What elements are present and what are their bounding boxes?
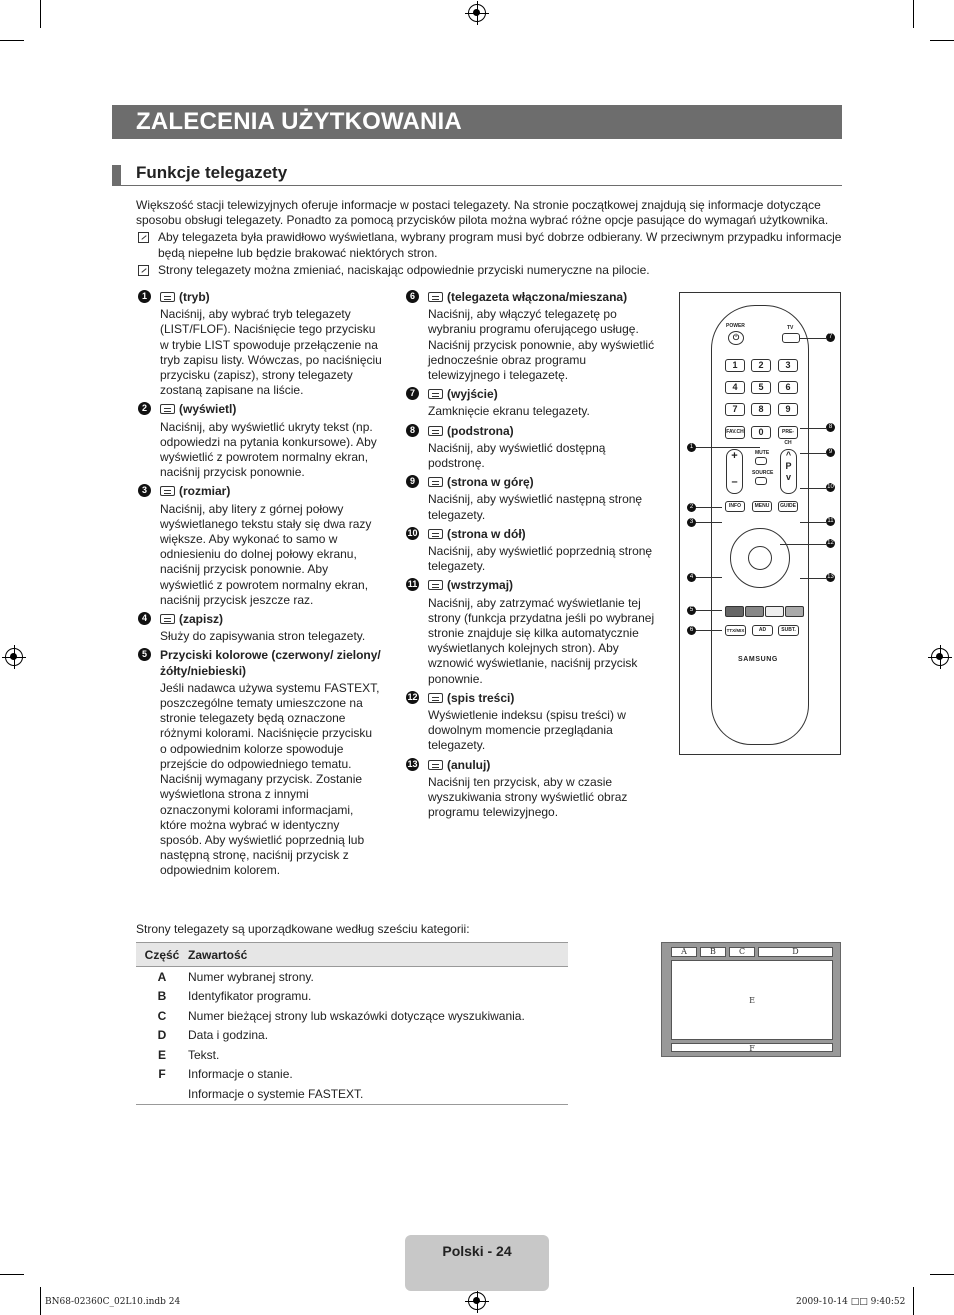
callout-line bbox=[694, 610, 722, 611]
callout-line bbox=[780, 544, 826, 545]
teletext-store-icon bbox=[160, 614, 175, 624]
registration-mark-icon bbox=[5, 648, 23, 666]
callout-line bbox=[800, 488, 826, 489]
note-text: Strony telegazety można zmieniać, naciskając odpowiednie przyciski numeryczne na pilocie. bbox=[158, 262, 650, 277]
teletext-hold-icon bbox=[428, 580, 443, 590]
item-title: (strona w górę) bbox=[447, 475, 534, 490]
teletext-reveal-icon bbox=[160, 404, 175, 414]
item-number: 1 bbox=[138, 290, 151, 303]
item-title: (wyjście) bbox=[447, 387, 498, 402]
item-number: 4 bbox=[138, 612, 151, 625]
key-6: 6 bbox=[778, 381, 798, 394]
item-number: 5 bbox=[138, 648, 151, 661]
mute-label: MUTE bbox=[755, 450, 770, 456]
crop-mark bbox=[930, 40, 954, 41]
callout-marker: 13 bbox=[827, 574, 834, 580]
menu-button: MENU bbox=[752, 501, 772, 512]
table-cell-key: B bbox=[157, 989, 167, 1004]
callout-marker: 8 bbox=[826, 423, 835, 432]
teletext-page-down-icon bbox=[428, 529, 443, 539]
callout-line bbox=[694, 522, 722, 523]
registration-mark-icon bbox=[468, 1292, 486, 1310]
crop-mark bbox=[0, 1274, 24, 1275]
info-button: INFO bbox=[725, 501, 745, 512]
table-header-row bbox=[136, 943, 568, 967]
table-row bbox=[136, 1045, 568, 1065]
list-item bbox=[409, 387, 660, 419]
teletext-on-mix-icon bbox=[428, 292, 443, 302]
mute-button bbox=[755, 457, 767, 465]
intro-block bbox=[136, 198, 846, 278]
list-item bbox=[407, 578, 660, 686]
table-cell-value: Informacje o systemie FASTEXT. bbox=[188, 1084, 568, 1104]
key-1: 1 bbox=[725, 359, 745, 372]
callout-marker: 11 bbox=[827, 518, 834, 524]
key-3: 3 bbox=[778, 359, 798, 372]
callout-line bbox=[800, 578, 826, 579]
item-body: Naciśnij, aby litery z górnej połowy wyświetlanego tekstu stały się dwa razy większe. Aby wykonać to samo w odniesieniu do dolnej połowy ekranu, naciśnij przycisk ponownie. Aby wyświetlić z powrotem normalny ekran, naciśnij przycisk jeszcze raz. bbox=[160, 501, 372, 607]
teletext-exit-icon bbox=[428, 389, 443, 399]
callout-marker: 2 bbox=[687, 503, 696, 512]
key-8: 8 bbox=[751, 403, 771, 416]
list-item bbox=[409, 423, 660, 472]
item-title: (wyświetl) bbox=[179, 402, 237, 417]
page-number: Polski - 24 bbox=[442, 1243, 512, 1259]
table-cell-value: Identyfikator programu. bbox=[188, 989, 312, 1004]
item-body: Służy do zapisywania stron telegazety. bbox=[160, 629, 366, 644]
item-title: (telegazeta włączona/mieszana) bbox=[447, 290, 628, 304]
subt-button: SUBT. bbox=[778, 625, 799, 636]
registration-mark-icon bbox=[931, 648, 949, 666]
table-row bbox=[136, 1084, 568, 1104]
item-number: 12 bbox=[407, 691, 418, 702]
item-number: 6 bbox=[406, 290, 419, 303]
item-body: Naciśnij, aby zatrzymać wyświetlanie tej strony (funkcja przydatna jeśli po wybranej stronie znajduje się kilka automatycznie wyświetlanych kolejnych stron). Aby wznowić wyświetlanie, naciśnij przycisk ponownie. bbox=[428, 595, 655, 686]
item-title: (spis treści) bbox=[447, 690, 515, 705]
guide-button: GUIDE bbox=[778, 501, 798, 512]
fav-ch-button: FAV.CH bbox=[725, 426, 745, 439]
teletext-cancel-icon bbox=[428, 760, 443, 770]
item-body: Jeśli nadawca używa systemu FASTEXT, poszczególne tematy umieszczone na stronie telegazety będą oznaczone różnymi kolorami. Naciśnięcie przycisku o odpowiednim kolorze spowoduje przejście do odpowiedniego tematu. Naciśnij wymagany przycisk. Zostanie wyświetlona strona z innymi oznaczonymi kolorami informacjami, które można wybrać w identyczny sposób. Aby wyświetlić poprzednią lub następną stronę, naciśnij przycisk z odpowiednim kolorem. bbox=[160, 680, 380, 878]
diagram-cell-b: B bbox=[700, 947, 726, 957]
list-item bbox=[141, 402, 382, 480]
volume-rocker-icon: + – bbox=[726, 449, 743, 494]
categories-table bbox=[136, 942, 568, 1105]
list-item bbox=[407, 757, 660, 821]
page-footer bbox=[405, 1235, 549, 1291]
table-cell-key: E bbox=[157, 1047, 166, 1062]
channel-rocker-icon: ^ P v bbox=[780, 449, 797, 494]
table-row bbox=[136, 1006, 568, 1026]
crop-mark bbox=[0, 40, 24, 41]
print-info-right: 2009-10-14 □□ 9:40:52 bbox=[796, 1297, 906, 1307]
item-body: Naciśnij, aby wyświetlić następną stronę telegazety. bbox=[428, 492, 643, 522]
blue-color-button bbox=[785, 606, 804, 617]
item-body: Naciśnij, aby włączyć telegazetę po wybraniu programu oferującego usługę. Naciśnij przycisk ponownie, aby wyświetlić jednocześnie obraz programu telewizyjnego i telegazetę. bbox=[428, 307, 655, 383]
list-item bbox=[409, 290, 660, 383]
table-row bbox=[136, 987, 568, 1007]
item-body: Wyświetlenie indeksu (spisu treści) w dowolnym momencie przeglądania telegazety. bbox=[428, 708, 626, 753]
callout-marker: 3 bbox=[687, 518, 696, 527]
intro-text: Większość stacji telewizyjnych oferuje informacje w postaci telegazety. Na stronie początkowej znajdują się informacje dotyczące sposobu obsługi telegazety. Ponadto za pomocą przycisków pilota można wybrać różne opcje pasujące do wymagań użytkownika. bbox=[136, 198, 829, 228]
callout-marker: 12 bbox=[827, 540, 834, 546]
item-title: (anuluj) bbox=[447, 757, 491, 772]
page-title: ZALECENIA UŻYTKOWANIA bbox=[136, 108, 462, 135]
teletext-subpage-icon bbox=[428, 426, 443, 436]
note-icon bbox=[138, 232, 149, 243]
table-cell-key: F bbox=[158, 1067, 166, 1082]
item-title: (strona w dół) bbox=[447, 526, 526, 541]
teletext-index-icon bbox=[428, 693, 443, 703]
item-title: (zapisz) bbox=[179, 612, 224, 627]
note-icon bbox=[138, 265, 149, 276]
callout-marker: 4 bbox=[687, 573, 696, 582]
callout-line bbox=[694, 447, 760, 448]
table-header: Część bbox=[136, 943, 188, 967]
table-cell-value: Data i godzina. bbox=[188, 1028, 269, 1043]
red-color-button bbox=[725, 606, 744, 617]
item-number: 11 bbox=[407, 579, 418, 590]
power-icon: ⏻ bbox=[728, 331, 744, 345]
crop-mark bbox=[913, 1287, 914, 1315]
item-title: (rozmiar) bbox=[179, 484, 231, 499]
callout-marker: 9 bbox=[826, 448, 835, 457]
callout-marker: 5 bbox=[687, 606, 696, 615]
enter-icon bbox=[748, 546, 772, 570]
teletext-mode-icon bbox=[160, 292, 175, 302]
green-color-button bbox=[745, 606, 764, 617]
crop-mark bbox=[40, 0, 41, 28]
list-item bbox=[141, 648, 382, 878]
callout-line bbox=[694, 577, 722, 578]
callout-marker: 6 bbox=[687, 626, 696, 635]
table-cell-key: C bbox=[157, 1008, 167, 1023]
key-0: 0 bbox=[751, 426, 771, 439]
diagram-cell-d: D bbox=[758, 947, 833, 957]
table-cell-value: Numer wybranej strony. bbox=[188, 969, 314, 984]
table-cell-key: A bbox=[157, 969, 167, 984]
list-item bbox=[141, 290, 382, 398]
item-number: 2 bbox=[138, 402, 151, 415]
ttx-mix-button: TTX/MIX bbox=[725, 625, 746, 636]
section-divider bbox=[112, 185, 842, 186]
item-number: 10 bbox=[407, 527, 418, 538]
table-cell-key bbox=[136, 1084, 188, 1104]
key-5: 5 bbox=[751, 381, 771, 394]
crop-mark bbox=[40, 1287, 41, 1315]
list-item bbox=[407, 526, 660, 575]
item-number: 3 bbox=[138, 484, 151, 497]
item-body: Naciśnij, aby wybrać tryb telegazety (LIST/FLOF). Naciśnięcie tego przycisku w trybie LIST spowoduje przełączenie na tryb zapisu listy. Wówczas, po naciśnięciu przycisku (zapisz), strony telegazety zostaną zapisane na liście. bbox=[160, 307, 382, 398]
callout-marker: 10 bbox=[827, 484, 834, 490]
page-banner bbox=[112, 105, 842, 139]
tv-label: TV bbox=[787, 325, 794, 331]
teletext-screen-diagram bbox=[661, 942, 841, 1057]
tv-button bbox=[782, 333, 800, 343]
crop-mark bbox=[930, 1274, 954, 1275]
items-right bbox=[407, 290, 660, 821]
callout-marker: 1 bbox=[687, 443, 696, 452]
item-number: 9 bbox=[406, 475, 419, 488]
callout-line bbox=[694, 630, 722, 631]
item-number: 7 bbox=[406, 387, 419, 400]
item-number: 8 bbox=[406, 424, 419, 437]
section-title: Funkcje telegazety bbox=[136, 163, 288, 182]
table-cell-value: Tekst. bbox=[188, 1047, 220, 1062]
teletext-page-up-icon bbox=[428, 477, 443, 487]
item-body: Naciśnij ten przycisk, aby w czasie wyszukiwania strony wyświetlić obraz programu telewizyjnego. bbox=[428, 774, 628, 820]
table-row bbox=[136, 1026, 568, 1046]
item-body: Naciśnij, aby wyświetlić dostępną podstronę. bbox=[428, 440, 606, 471]
item-title: (tryb) bbox=[179, 290, 210, 304]
item-number: 13 bbox=[407, 758, 418, 769]
note bbox=[136, 263, 846, 278]
diagram-cell-a: A bbox=[671, 947, 697, 957]
remote-control-icon bbox=[711, 305, 809, 745]
list-item bbox=[141, 484, 382, 608]
list-item bbox=[141, 612, 382, 644]
registration-mark-icon bbox=[468, 4, 486, 22]
table-intro: Strony telegazety są uporządkowane według sześciu kategorii: bbox=[136, 922, 470, 936]
item-title: Przyciski kolorowe (czerwony/ zielony/żółty/niebieski) bbox=[160, 648, 381, 678]
table-cell-value: Informacje o stanie. bbox=[188, 1067, 293, 1082]
brand-logo: SAMSUNG bbox=[738, 656, 778, 663]
items-left bbox=[141, 290, 382, 879]
item-body: Zamknięcie ekranu telegazety. bbox=[428, 404, 590, 419]
table-cell-key: D bbox=[157, 1028, 167, 1043]
callout-marker: 7 bbox=[826, 333, 835, 342]
print-info-left: BN68-02360C_02L10.indb 24 bbox=[45, 1297, 181, 1307]
callout-line bbox=[694, 507, 722, 508]
crop-mark bbox=[913, 0, 914, 28]
table-row bbox=[136, 967, 568, 987]
section-marker bbox=[112, 165, 121, 185]
table-header: Zawartość bbox=[188, 943, 568, 967]
teletext-size-icon bbox=[160, 486, 175, 496]
callout-line bbox=[800, 522, 826, 523]
ad-button: AD bbox=[752, 625, 773, 636]
pre-ch-button: PRE-CH bbox=[778, 426, 798, 439]
source-label: SOURCE bbox=[752, 470, 774, 476]
note bbox=[136, 230, 846, 260]
item-title: (wstrzymaj) bbox=[447, 578, 514, 593]
diagram-cell-f: F bbox=[671, 1043, 833, 1052]
list-item bbox=[407, 690, 660, 754]
table-cell-value: Numer bieżącej strony lub wskazówki dotyczące wyszukiwania. bbox=[188, 1008, 525, 1023]
note-text: Aby telegazeta była prawidłowo wyświetlana, wybrany program musi być dobrze odbierany. W przeciwnym przypadku informacje będą niepełne lub będzie brakować niektórych stron. bbox=[158, 230, 842, 260]
key-9: 9 bbox=[778, 403, 798, 416]
key-2: 2 bbox=[751, 359, 771, 372]
diagram-cell-c: C bbox=[729, 947, 755, 957]
item-body: Naciśnij, aby wyświetlić poprzednią stronę telegazety. bbox=[428, 544, 653, 574]
power-label: POWER bbox=[726, 323, 745, 329]
item-title: (podstrona) bbox=[447, 423, 514, 438]
callout-line bbox=[800, 428, 826, 429]
key-7: 7 bbox=[725, 403, 745, 416]
callout-line bbox=[800, 338, 826, 339]
yellow-color-button bbox=[765, 606, 784, 617]
item-body: Naciśnij, aby wyświetlić ukryty tekst (np. odpowiedzi na pytania konkursowe). Aby wyświetlić z powrotem normalny ekran, naciśnij przycisk ponownie. bbox=[160, 419, 377, 480]
key-4: 4 bbox=[725, 381, 745, 394]
source-button bbox=[755, 477, 767, 485]
table-row bbox=[136, 1065, 568, 1085]
diagram-cell-e: E bbox=[671, 960, 833, 1040]
callout-line bbox=[800, 453, 826, 454]
list-item bbox=[409, 475, 660, 523]
navigation-ring-icon bbox=[730, 528, 790, 588]
